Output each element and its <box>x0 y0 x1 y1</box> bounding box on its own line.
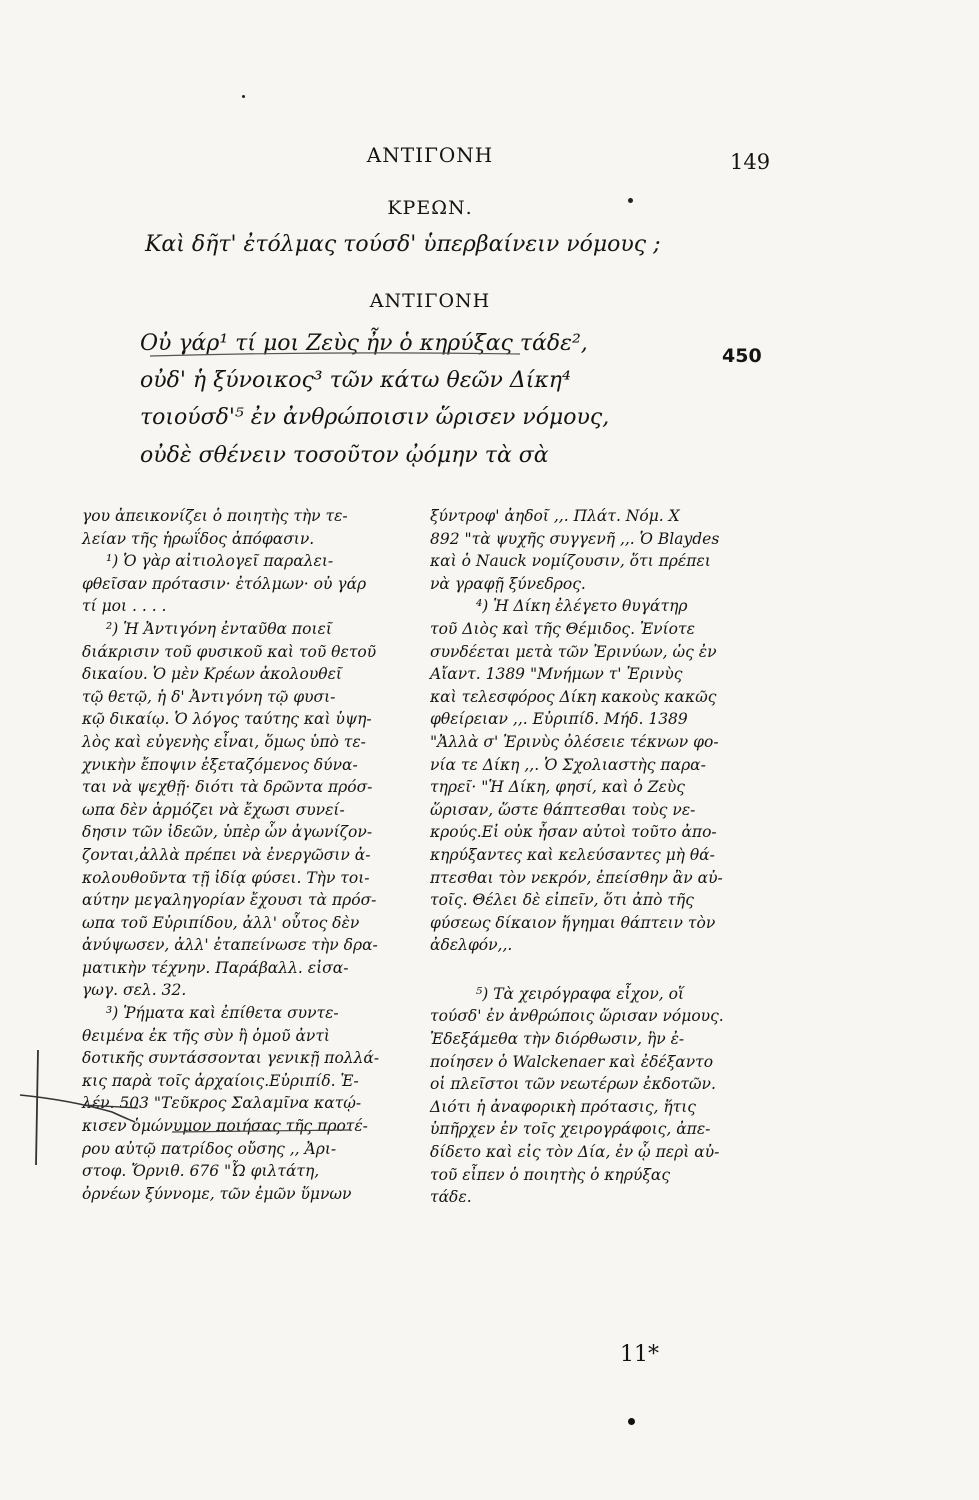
note-line: συνδέεται μετὰ τῶν Ἐρινύων, ὡς ἐν <box>430 642 717 661</box>
note-line: φθεῖσαν πρότασιν· ἐτόλμων· οὐ γάρ <box>82 574 367 593</box>
note-line: λείαν τῆς ἡρωΐδος ἀπόφασιν. <box>82 529 315 548</box>
note-line: κρούς.Εἰ οὐκ ἦσαν αὐτοὶ τοῦτο ἀπο- <box>430 823 717 842</box>
note-line: ται νὰ ψεχθῇ· διότι τὰ δρῶντα πρόσ- <box>82 778 373 797</box>
note-line: ὑπῆρχεν ἐν τοῖς χειρογράφοις, ἀπε- <box>430 1120 711 1139</box>
note-line: Αἴαντ. 1389 "Μνήμων τ' Ἐρινὺς <box>430 665 683 684</box>
note-line: δικαίου. Ὁ μὲν Κρέων ἀκολουθεῖ <box>82 665 342 684</box>
note-line: ρου αὐτῷ πατρίδος οὔσης ,, Ἀρι- <box>82 1139 337 1158</box>
verse-creon: Καὶ δῆτ' ἐτόλμας τούσδ' ὑπερβαίνειν νόμους ; <box>145 232 661 257</box>
note-line: τάδε. <box>430 1188 472 1207</box>
note-line: κῷ δικαίῳ. Ὁ λόγος ταύτης καὶ ὑψη- <box>82 710 372 729</box>
note-line: φύσεως δίκαιον ἥγημαι θάπτειν τὸν <box>430 913 716 932</box>
note-line: ³) Ῥήματα καὶ ἐπίθετα συντε- <box>106 1004 339 1023</box>
note-line: δοτικῆς συντάσσονται γενικῇ πολλά- <box>82 1049 380 1068</box>
note-line: ⁵) Τὰ χειρόγραφα εἶχον, οἵ <box>476 984 685 1003</box>
note-line: δησιν τῶν ἰδεῶν, ὑπὲρ ὧν ἀγωνίζον- <box>82 823 373 842</box>
note-line: 892 "τὰ ψυχῆς συγγενῆ ,,. Ὁ Blaydes <box>430 529 720 548</box>
ink-speck <box>628 198 633 203</box>
note-line: τί μοι . . . . <box>82 597 167 616</box>
note-line: νία τε Δίκη ,,. Ὁ Σχολιαστὴς παρα- <box>430 755 706 774</box>
note-line: τούσδ' ἐν ἀνθρώποις ὥρισαν νόμους. <box>430 1007 724 1026</box>
note-line: πτεσθαι τὸν νεκρόν, ἐπείσθην ἂν αὐ- <box>430 868 723 887</box>
note-line: "Ἀλλὰ σ' Ἐρινὺς ὀλέσειε τέκνων φο- <box>430 732 719 751</box>
note-line: Ἐδεξάμεθα τὴν διόρθωσιν, ἣν ἐ- <box>430 1030 685 1049</box>
note-line: ⁴) Ἡ Δίκη ἐλέγετο θυγάτηρ <box>476 597 688 616</box>
ink-speck <box>242 95 245 98</box>
speaker-creon: ΚΡΕΩΝ. <box>387 197 473 219</box>
running-title: ΑΝΤΙΓΟΝΗ <box>366 143 494 167</box>
note-line: νὰ γραφῇ ξύνεδρος. <box>430 574 586 593</box>
note-line: οἱ πλεῖστοι τῶν νεωτέρων ἐκδοτῶν. <box>430 1075 716 1094</box>
note-line: διάκρισιν τοῦ φυσικοῦ καὶ τοῦ θετοῦ <box>82 642 377 661</box>
verse-line-3: τοιούσδ'⁵ ἐν ἀνθρώποισιν ὥρισεν νόμους, <box>140 405 610 430</box>
note-line: στοφ. Ὄρνιθ. 676 "Ὦ φιλτάτη, <box>82 1162 320 1181</box>
note-line: λὸς καὶ εὐγενὴς εἶναι, ὅμως ὑπὸ τε- <box>82 732 366 751</box>
note-line: ζονται,ἀλλὰ πρέπει νὰ ἐνεργῶσιν ἀ- <box>82 845 371 864</box>
note-line: τοῦ Διὸς καὶ τῆς Θέμιδος. Ἐνίοτε <box>430 619 695 638</box>
verse-line-1: Οὐ γάρ¹ τί μοι Ζεὺς ἦν ὁ κηρύξας τάδε², <box>140 331 588 356</box>
note-line: τοῖς. Θέλει δὲ εἰπεῖν, ὅτι ἀπὸ τῆς <box>430 891 694 910</box>
note-line: τοῦ εἶπεν ὁ ποιητὴς ὁ κηρύξας <box>430 1165 671 1184</box>
note-line: κις παρὰ τοῖς ἀρχαίοις.Εὐριπίδ. Ἑ- <box>82 1071 359 1090</box>
page-number: 149 <box>730 150 771 174</box>
note-line: ἀδελφόν,,. <box>430 936 513 955</box>
note-line: καὶ τελεσφόρος Δίκη κακοὺς κακῶς <box>430 687 717 706</box>
note-line: τηρεῖ· "Ἡ Δίκη, φησί, καὶ ὁ Ζεὺς <box>430 778 685 797</box>
note-line: ὥρισαν, ὥστε θάπτεσθαι τοὺς νε- <box>430 800 696 819</box>
note-line: κισεν ὁμώνυμον ποιήσας τῆς προτέ- <box>82 1117 368 1136</box>
note-line: γωγ. σελ. 32. <box>82 981 187 1000</box>
note-line: φθείρειαν ,,. Εὐριπίδ. Μήδ. 1389 <box>430 710 688 729</box>
note-line: δίδετο καὶ εἰς τὸν Δία, ἐν ᾧ περὶ αὐ- <box>430 1143 720 1162</box>
ink-dot <box>628 1418 635 1425</box>
note-line: ωπα τοῦ Εὐριπίδου, ἀλλ' οὗτος δὲν <box>82 913 360 932</box>
note-line: ξύντροφ' ἀηδοῖ ,,. Πλάτ. Νόμ. Χ <box>430 507 680 525</box>
speaker-antigone: ΑΝΤΙΓΟΝΗ <box>369 290 491 312</box>
note-line: ἀνύψωσεν, ἀλλ' ἐταπείνωσε τὴν δρα- <box>82 936 378 955</box>
note-line: λέν. 503 "Τεῦκρος Σαλαμῖνα κατῴ- <box>82 1094 362 1113</box>
note-line: αύτην μεγαληγορίαν ἔχουσι τὰ πρόσ- <box>82 891 377 910</box>
note-line: γου ἀπεικονίζει ὁ ποιητὴς τὴν τε- <box>82 507 348 525</box>
note-line: ὀρνέων ξύννομε, τῶν ἐμῶν ὕμνων <box>82 1184 352 1203</box>
note-line: ¹) Ὁ γὰρ αἰτιολογεῖ παραλει- <box>106 552 334 571</box>
signature-mark: 11* <box>620 1342 659 1367</box>
note-line: ποίησεν ὁ Walckenaer καὶ ἐδέξαντο <box>430 1052 714 1071</box>
note-line: χνικὴν ἔποψιν ἐξεταζόμενος δύνα- <box>82 755 358 774</box>
note-line: ματικὴν τέχνην. Παράβαλλ. εἰσα- <box>82 958 349 977</box>
note-line: ²) Ἡ Ἀντιγόνη ἐνταῦθα ποιεῖ <box>106 619 332 638</box>
verse-line-2: οὐδ' ἡ ξύνοικος³ τῶν κάτω θεῶν Δίκη⁴ <box>140 368 571 393</box>
note-line: Διότι ἡ ἀναφορικὴ πρότασις, ἥτις <box>430 1097 696 1116</box>
note-line: τῷ θετῷ, ἡ δ' Ἀντιγόνη τῷ φυσι- <box>82 687 336 706</box>
note-line: θειμένα ἐκ τῆς σὺν ἢ ὁμοῦ ἀντὶ <box>82 1026 331 1045</box>
note-line: κολουθοῦντα τῇ ἰδίᾳ φύσει. Τὴν τοι- <box>82 868 370 887</box>
verse-line-4: οὐδὲ σθένειν τοσοῦτον ᾠόμην τὰ σὰ <box>140 443 549 468</box>
note-line: ωπα δὲν ἁρμόζει νὰ ἔχωσι συνεί- <box>82 800 345 819</box>
verse-number: 450 <box>722 345 762 367</box>
note-line: καὶ ὁ Nauck νομίζουσιν, ὅτι πρέπει <box>430 552 711 571</box>
note-line: κηρύξαντες καὶ κελεύσαντες μὴ θά- <box>430 845 715 864</box>
